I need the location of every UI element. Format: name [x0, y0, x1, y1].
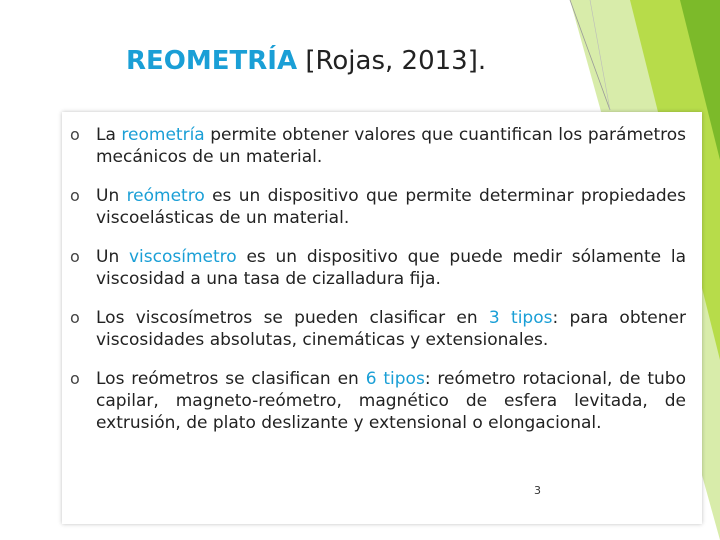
bullet-list: [70, 124, 686, 451]
bullet-text: La: [96, 125, 122, 145]
bullet-item: [70, 368, 686, 434]
page-number: 3: [534, 484, 541, 497]
bullet-text: es un dispositivo que permite determinar propiedades viscoelásticas de un material.: [96, 186, 686, 228]
bullet-text: : para obtener viscosidades absolutas, cinemáticas y extensionales.: [96, 308, 686, 350]
title-accent: REOMETRÍA: [126, 46, 298, 76]
bullet-marker: o: [70, 247, 80, 266]
bullet-text: : reómetro rotacional, de tubo capilar, magneto-reómetro, magnético de esfera levitada, de extrusión, de plato deslizante y extensional o elongacional.: [96, 369, 686, 433]
bullet-text: es un dispositivo que puede medir sólamente la viscosidad a una tasa de cizalladura fija.: [96, 247, 686, 289]
bullet-text: Un: [96, 186, 127, 206]
highlight-term: reómetro: [126, 186, 205, 206]
bullet-marker: o: [70, 186, 80, 205]
highlight-term: 6 tipos: [365, 369, 425, 389]
slide-title: [126, 46, 486, 76]
bullet-marker: o: [70, 308, 80, 327]
bullet-text: Los viscosímetros se pueden clasificar en: [96, 308, 489, 328]
bullet-text: Un: [96, 247, 129, 267]
bullet-item: [70, 124, 686, 168]
bullet-item: [70, 307, 686, 351]
bullet-marker: o: [70, 125, 80, 144]
highlight-term: reometría: [121, 125, 205, 145]
bullet-marker: o: [70, 369, 80, 388]
bullet-text: Los reómetros se clasifican en: [96, 369, 366, 389]
highlight-term: 3 tipos: [488, 308, 553, 328]
title-citation: [Rojas, 2013].: [297, 46, 487, 76]
bullet-text: permite obtener valores que cuantifican los parámetros mecánicos de un material.: [96, 125, 686, 167]
bullet-item: [70, 246, 686, 290]
highlight-term: viscosímetro: [129, 247, 237, 267]
bullet-item: [70, 185, 686, 229]
